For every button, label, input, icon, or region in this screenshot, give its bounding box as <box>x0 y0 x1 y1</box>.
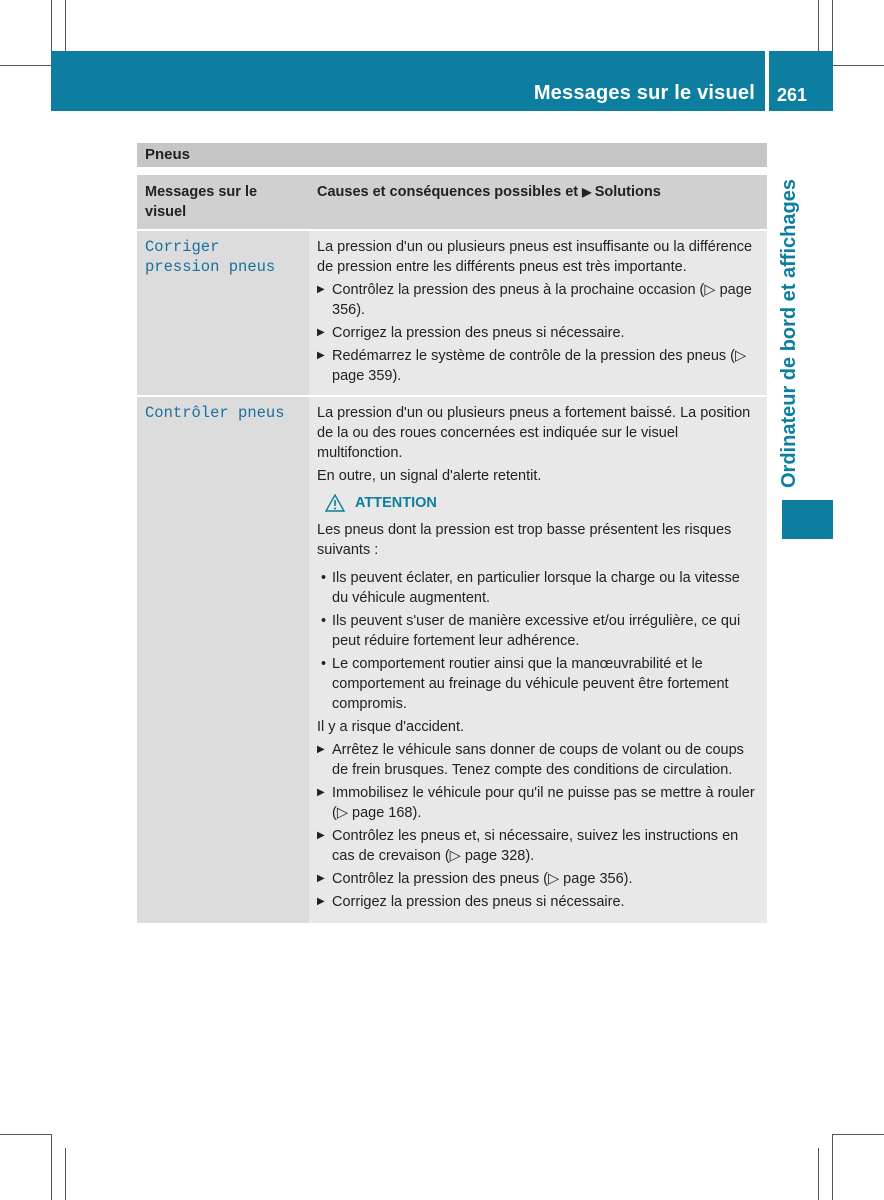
bullet-dot: • <box>321 613 327 629</box>
bullet-dot: • <box>321 570 327 586</box>
message-cell <box>137 397 309 923</box>
step-text: Contrôlez les pneus et, si nécessaire, suivez les instructions en cas de crevaison (▷ page 328). <box>332 828 739 864</box>
triangle-right-icon: ▶ <box>317 327 325 338</box>
risk-bullet <box>321 568 759 608</box>
solution-step <box>317 740 759 780</box>
crop-mark <box>832 1134 833 1200</box>
table-row <box>137 231 767 395</box>
crop-mark <box>51 0 52 51</box>
section-title: Pneus <box>137 143 767 167</box>
crop-mark <box>0 65 51 66</box>
crop-mark <box>832 0 833 51</box>
attention-heading <box>325 494 759 512</box>
crop-mark <box>51 1134 52 1200</box>
bullet-text: Ils peuvent s'user de manière excessive et/ou irrégulière, ce qui peut réduire fortement leur adhérence. <box>332 613 741 649</box>
solution-step <box>317 280 759 320</box>
page-number-band <box>769 51 833 111</box>
spacer <box>137 167 767 175</box>
col-header-causes <box>309 175 767 229</box>
col-header-causes-text: Causes et conséquences possibles et <box>317 184 579 200</box>
table-header-row <box>137 175 767 231</box>
page-number: 261 <box>777 85 808 105</box>
bullet-text: Ils peuvent éclater, en particulier lorsque la charge ou la vitesse du véhicule augmentent. <box>332 570 740 606</box>
solution-step <box>317 869 759 889</box>
step-text: Redémarrez le système de contrôle de la pression des pneus (▷ page 359). <box>332 348 747 384</box>
crop-mark <box>818 1148 819 1200</box>
message-cell <box>137 231 309 395</box>
triangle-right-icon: ▶ <box>317 873 325 884</box>
header-band <box>51 51 765 111</box>
attention-label: ATTENTION <box>355 495 437 511</box>
triangle-right-icon: ▶ <box>317 284 325 295</box>
triangle-right-icon: ▶ <box>317 896 325 907</box>
solution-step <box>317 323 759 343</box>
display-message: Corriger pression pneus <box>145 238 276 276</box>
step-text: Corrigez la pression des pneus si nécessaire. <box>332 894 625 910</box>
chapter-tab <box>782 500 833 539</box>
solution-step <box>317 346 759 386</box>
crop-mark <box>0 1134 51 1135</box>
table-row <box>137 395 767 923</box>
triangle-right-icon: ▶ <box>317 787 325 798</box>
triangle-right-icon: ▶ <box>582 185 595 199</box>
warning-text: Les pneus dont la pression est trop basse présentent les risques suivants : <box>317 522 732 558</box>
pneus-table <box>137 143 767 923</box>
causes-cell <box>309 231 767 395</box>
chapter-side-title: Ordinateur de bord et affichages <box>778 179 800 488</box>
bullet-dot: • <box>321 656 327 672</box>
triangle-right-icon: ▶ <box>317 744 325 755</box>
page-title: Messages sur le visuel <box>533 82 755 104</box>
risk-bullet <box>321 654 759 714</box>
risk-text: Il y a risque d'accident. <box>317 719 465 735</box>
col-header-messages: Messages sur le visuel <box>137 175 309 229</box>
triangle-right-icon: ▶ <box>317 830 325 841</box>
cause-text: La pression d'un ou plusieurs pneus est insuffisante ou la différence de pression entre les différents pneus est très importante. <box>317 239 753 275</box>
step-text: Contrôlez la pression des pneus (▷ page 356). <box>332 871 633 887</box>
solution-step <box>317 826 759 866</box>
cause-text: La pression d'un ou plusieurs pneus a fortement baissé. La position de la ou des roues concernées est indiquée sur le visuel multifonction. <box>317 405 751 461</box>
crop-mark <box>818 0 819 51</box>
step-text: Contrôlez la pression des pneus à la prochaine occasion (▷ page 356). <box>332 282 752 318</box>
col-header-solutions-text: Solutions <box>594 184 661 200</box>
risk-bullet <box>321 611 759 651</box>
bullet-text: Le comportement routier ainsi que la manœuvrabilité et le comportement au freinage du véhicule peuvent être fortement compromis. <box>332 656 729 712</box>
triangle-right-icon: ▶ <box>317 350 325 361</box>
solution-step <box>317 892 759 912</box>
crop-mark <box>833 65 884 66</box>
solution-step <box>317 783 759 823</box>
step-text: Corrigez la pression des pneus si nécessaire. <box>332 325 625 341</box>
warning-triangle-icon <box>325 494 345 512</box>
step-text: Immobilisez le véhicule pour qu'il ne puisse pas se mettre à rouler (▷ page 168). <box>332 785 755 821</box>
crop-mark <box>833 1134 884 1135</box>
cause-text: En outre, un signal d'alerte retentit. <box>317 468 542 484</box>
crop-mark <box>65 1148 66 1200</box>
display-message: Contrôler pneus <box>145 404 285 422</box>
step-text: Arrêtez le véhicule sans donner de coups de volant ou de coups de frein brusques. Tenez compte des conditions de circulation. <box>332 742 744 778</box>
causes-cell <box>309 397 767 923</box>
crop-mark <box>65 0 66 51</box>
